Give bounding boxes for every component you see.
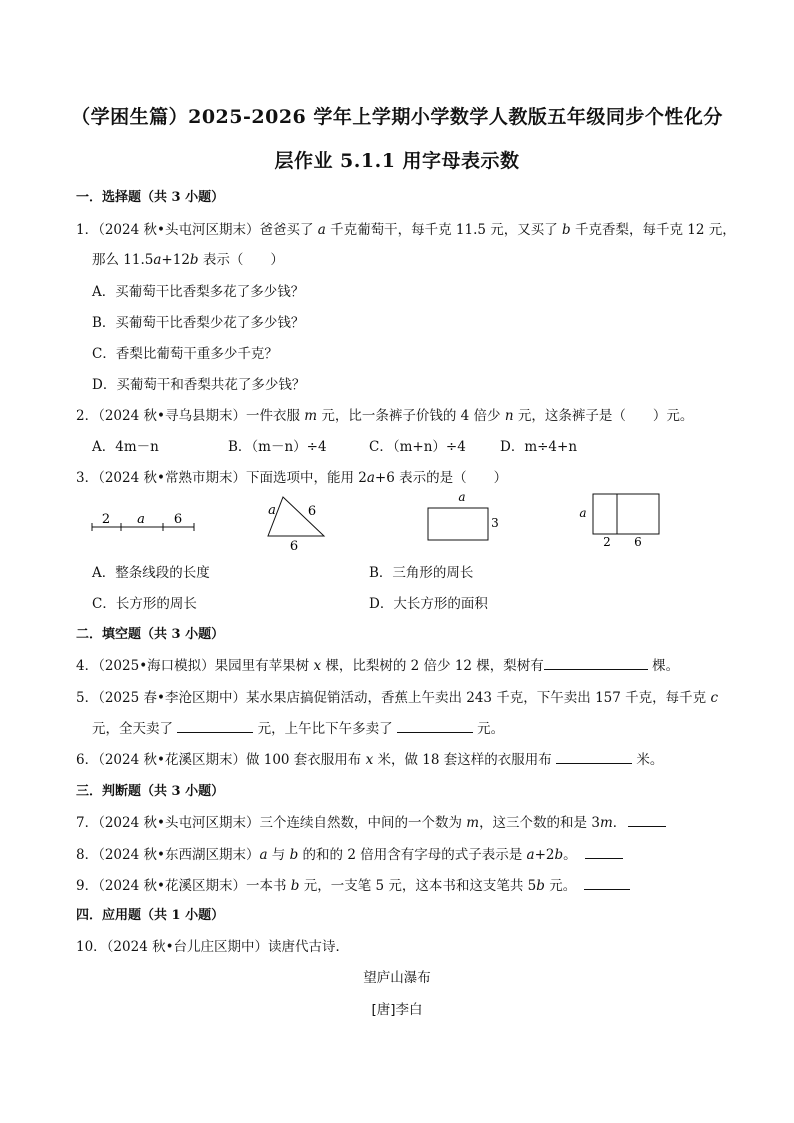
q1-option-d[interactable]: D．买葡萄干和香梨共花了多少钱？ [92, 377, 306, 393]
text: 3．（2024 秋•常熟市期末）下面选项中，能用 2 [76, 470, 367, 486]
answer-blank[interactable] [177, 718, 253, 733]
text: 1．（2024 秋•头屯河区期末）爸爸买了 [76, 222, 318, 238]
text: 4．（2025•海口模拟）果园里有苹果树 [76, 658, 314, 674]
section-heading-choice: 一．选择题（共 3 小题） [76, 190, 225, 205]
var: a [259, 847, 268, 863]
text: 元。 [472, 721, 505, 737]
text: +12 [161, 252, 190, 268]
var: c [710, 690, 719, 706]
rect-label-a: a [458, 490, 466, 504]
q1-option-b[interactable]: B．买葡萄干比香梨少花了多少钱？ [92, 315, 305, 331]
text: ． [612, 815, 627, 831]
page-title-line2: 层作业 5.1.1 用字母表示数 [274, 150, 520, 172]
text: 棵，比梨树的 2 倍少 12 棵，梨树有 [321, 658, 544, 674]
answer-blank[interactable] [628, 812, 666, 827]
section-heading-fill: 二．填空题（共 3 小题） [76, 627, 225, 642]
var: b [562, 222, 571, 238]
text: 9．（2024 秋•花溪区期末）一本书 [76, 878, 291, 894]
q3-option-d[interactable]: D．大长方形的面积 [369, 596, 488, 612]
q3-figures [0, 0, 794, 560]
var: b [189, 252, 199, 268]
figure-segment [92, 512, 194, 531]
var: a [317, 222, 326, 238]
var: a [153, 252, 162, 268]
seg-label-2: 2 [101, 512, 111, 527]
text: 元，比一条裤子价钱的 4 倍少 [317, 408, 505, 424]
q2-option-c[interactable]: C．（m+n）÷4 [369, 439, 466, 455]
question-5-line2 [92, 717, 504, 737]
q1-option-a[interactable]: A．买葡萄干比香梨多花了多少钱？ [92, 284, 305, 300]
answer-blank[interactable] [544, 655, 648, 670]
page-title-line1: （学困生篇）2025-2026 学年上学期小学数学人教版五年级同步个性化分 [71, 106, 723, 128]
big-rect-label-2: 2 [603, 535, 611, 549]
text: 米，做 18 套这样的衣服用布 [373, 752, 557, 768]
text: 元，这条裤子是（ ）元。 [513, 408, 694, 424]
text: 元，一支笔 5 元，这本书和这支笔共 5 [299, 878, 537, 894]
q1-option-c[interactable]: C．香梨比葡萄干重多少千克？ [92, 346, 278, 362]
section-heading-application: 四．应用题（共 1 小题） [76, 908, 225, 923]
answer-blank[interactable] [397, 718, 473, 733]
var: b [289, 847, 299, 863]
seg-label-6: 6 [173, 512, 183, 527]
var: b [290, 878, 300, 894]
question-6 [76, 748, 663, 768]
var: a [526, 847, 535, 863]
var: b [536, 878, 545, 894]
var: m [304, 408, 318, 424]
q3-option-c[interactable]: C．长方形的周长 [92, 596, 197, 612]
text: 6．（2024 秋•花溪区期末）做 100 套衣服用布 [76, 752, 366, 768]
answer-blank[interactable] [585, 844, 623, 859]
text: 的和的 2 倍用含有字母的式子表示是 [298, 847, 527, 863]
text: 与 [267, 847, 290, 863]
answer-blank[interactable] [556, 749, 632, 764]
big-rect-label-6: 6 [634, 535, 642, 549]
figure-triangle [268, 497, 324, 554]
text: 。 [563, 847, 577, 863]
question-8 [76, 843, 623, 863]
tri-label-6-bottom: 6 [289, 539, 299, 554]
q2-option-d[interactable]: D．m÷4+n [500, 439, 578, 455]
text: 表示（ ） [198, 252, 284, 268]
var: a [366, 470, 375, 486]
var: b [554, 847, 564, 863]
q2-option-b[interactable]: B．（m－n）÷4 [228, 439, 327, 455]
question-7 [76, 811, 666, 831]
answer-blank[interactable] [584, 875, 630, 890]
question-4 [76, 654, 679, 674]
rect-label-3: 3 [491, 516, 499, 530]
tri-label-6-right: 6 [307, 504, 317, 519]
figure-large-rectangle [579, 494, 659, 549]
q3-option-a[interactable]: A．整条线段的长度 [92, 565, 210, 581]
figure-rectangle [428, 490, 499, 540]
text: 棵。 [647, 658, 680, 674]
question-10: 10．（2024 秋•台儿庄区期中）读唐代古诗． [76, 939, 350, 955]
section-heading-judge: 三．判断题（共 3 小题） [76, 784, 225, 799]
text: 5．（2025 春•李沧区期中）某水果店搞促销活动，香蕉上午卖出 243 千克，下午卖出 157 千克，每千克 [76, 690, 711, 706]
var: x [313, 658, 322, 674]
text: 7．（2024 秋•头屯河区期末）三个连续自然数，中间的一个数为 [76, 815, 467, 831]
var: x [365, 752, 374, 768]
text: 2．（2024 秋•寻乌县期末）一件衣服 [76, 408, 305, 424]
poem-author: [唐]李白 [371, 1002, 423, 1018]
seg-label-a: a [137, 512, 145, 527]
question-5-line1 [76, 686, 718, 706]
text: 元，上午比下午多卖了 [253, 721, 397, 737]
tri-label-a: a [268, 503, 276, 518]
q3-option-b[interactable]: B．三角形的周长 [369, 565, 474, 581]
text: 千克葡萄干，每千克 11.5 元，又买了 [325, 222, 563, 238]
text: 千克香梨，每千克 12 元， [570, 222, 736, 238]
text: +2 [534, 847, 555, 863]
text: 元，全天卖了 [92, 721, 178, 737]
text: 8．（2024 秋•东西湖区期末） [76, 847, 260, 863]
poem-title: 望庐山瀑布 [363, 970, 431, 986]
text: 米。 [632, 752, 664, 768]
text: 元。 [544, 878, 577, 894]
big-rect-label-a: a [579, 506, 587, 520]
var: m [466, 815, 480, 831]
var: n [504, 408, 514, 424]
text: 那么 11.5 [92, 252, 154, 268]
text: ，这三个数的和是 3 [479, 815, 600, 831]
var: m [599, 815, 613, 831]
text: +6 表示的是（ ） [374, 470, 508, 486]
question-9 [76, 874, 630, 894]
q2-option-a[interactable]: A．4m－n [92, 439, 159, 455]
